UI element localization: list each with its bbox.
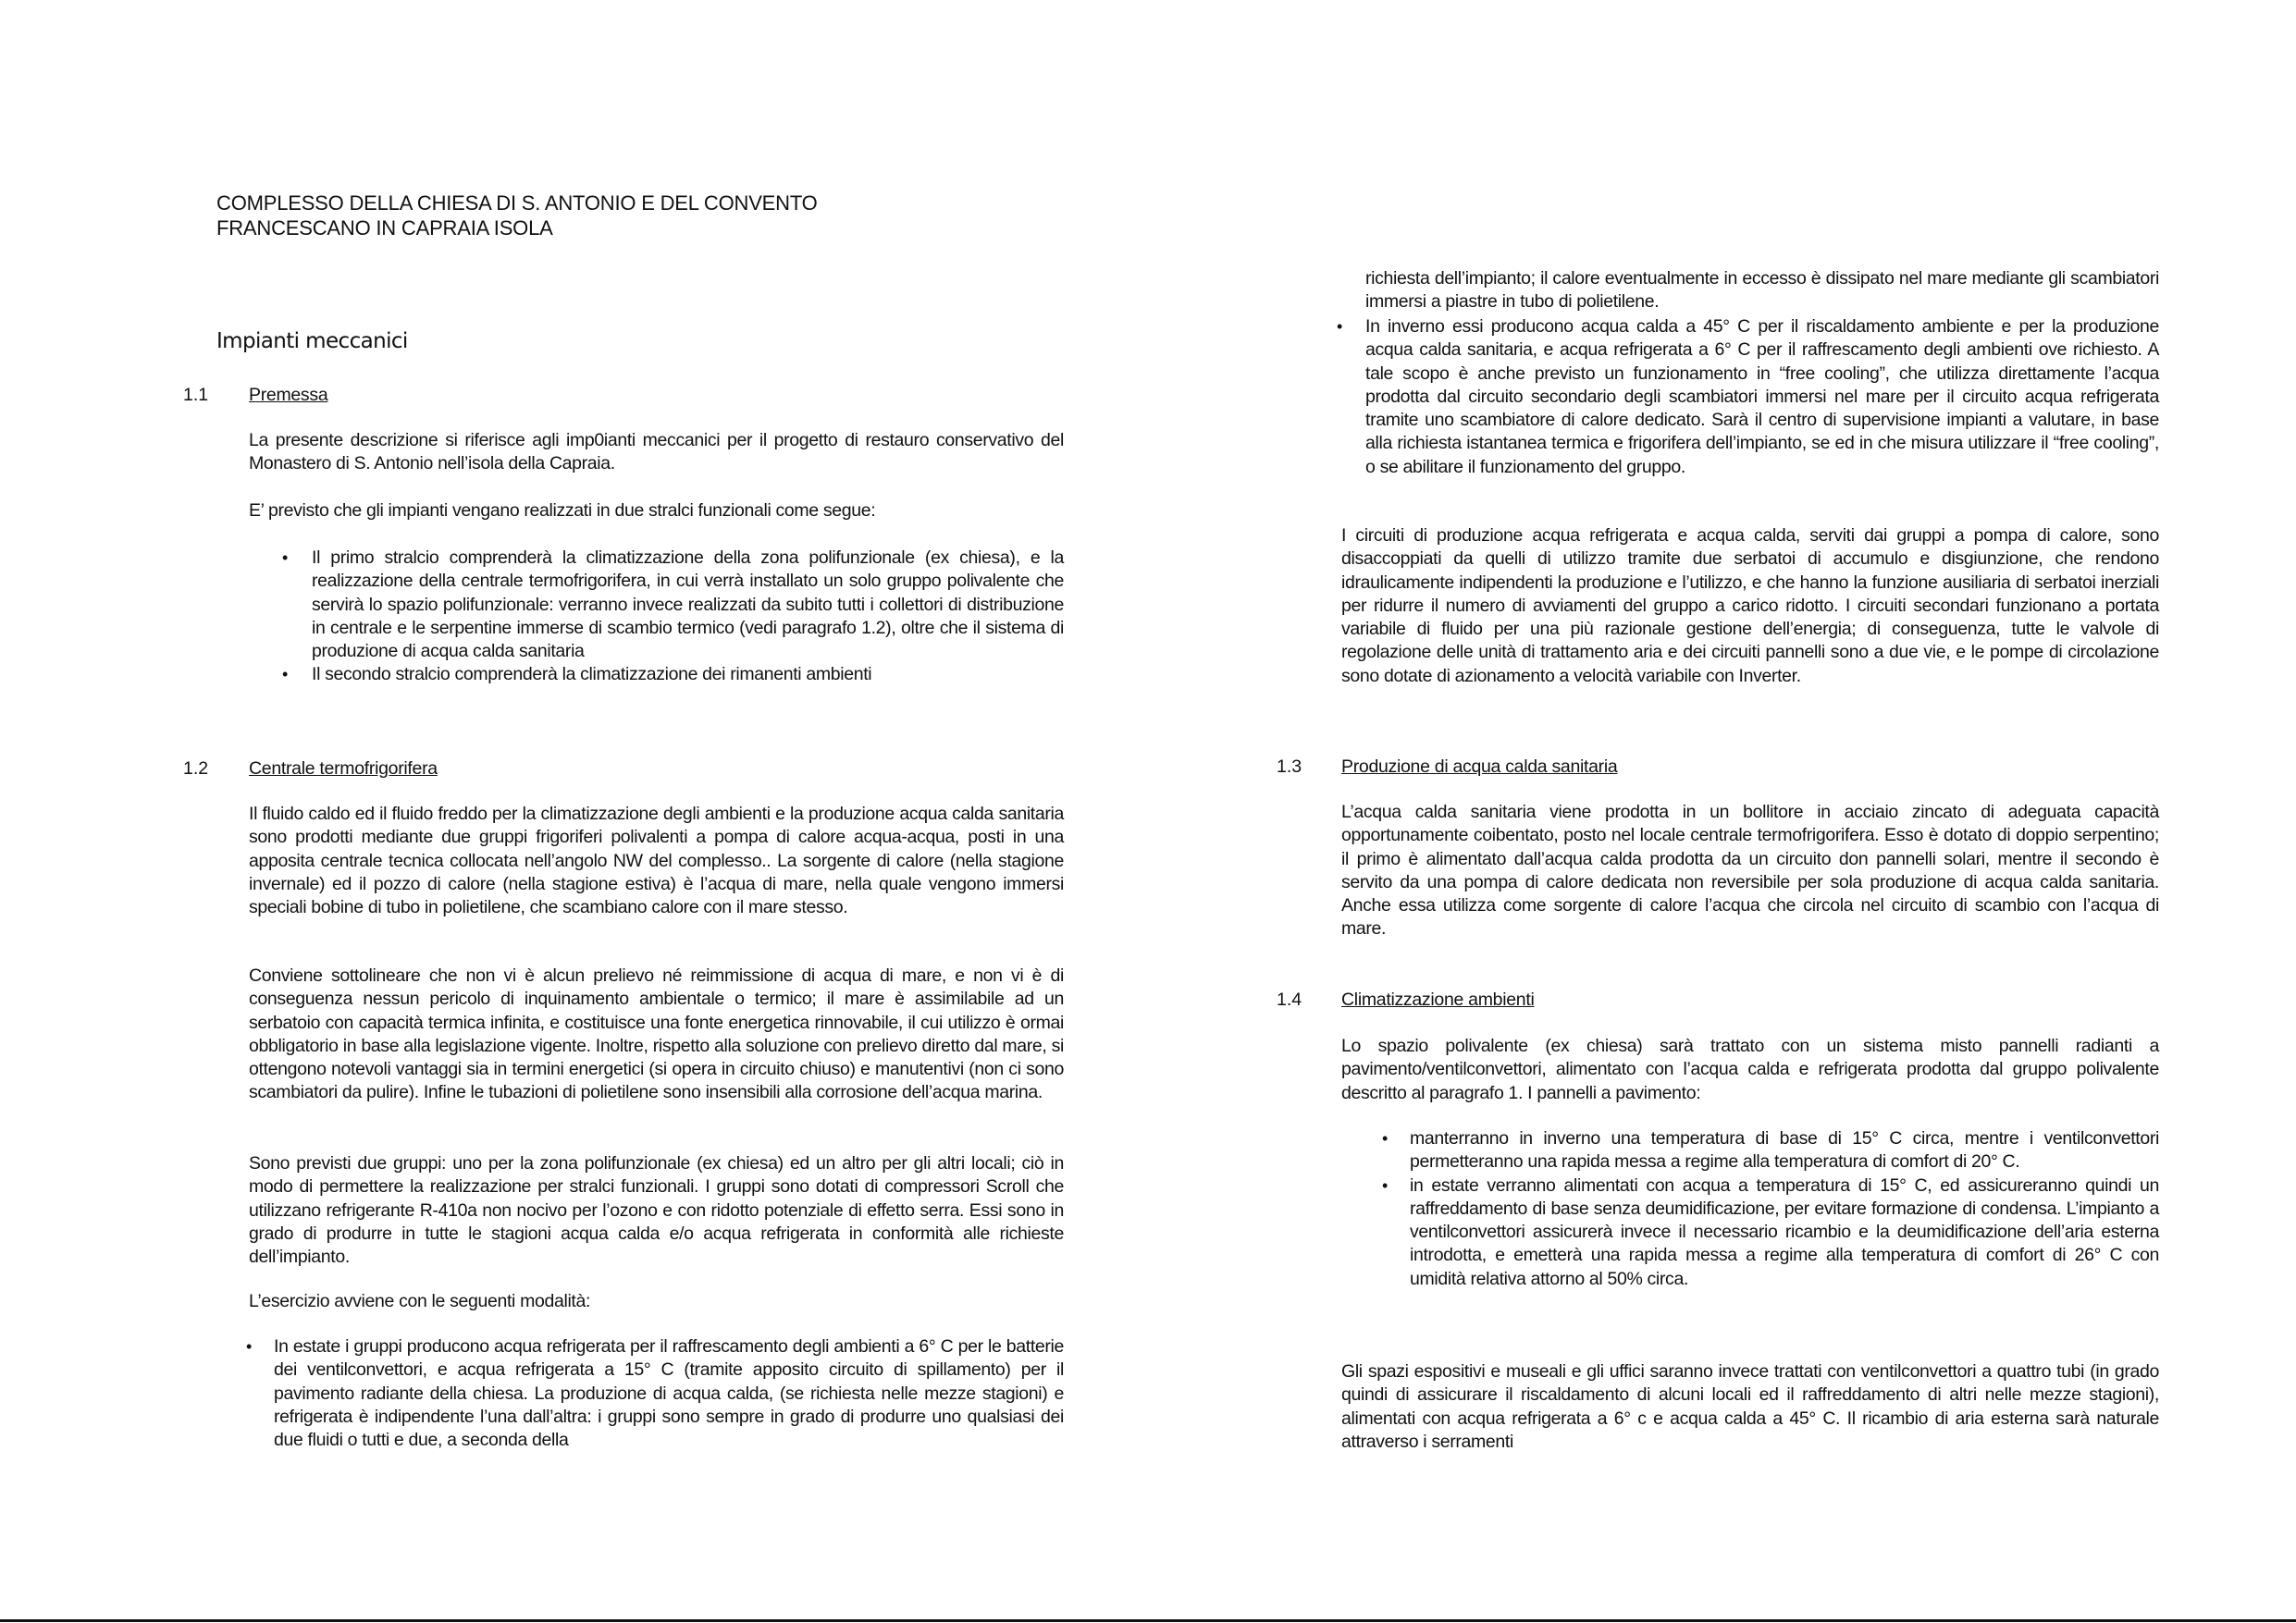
list-item-text: in estate verranno alimentati con acqua a temperatura di 15° C, ed assicureranno quindi un raffreddamento di base senza deumidificazione, per evitare formazione di condensa. L’impianto a ventilconvettori assicurerà invece il necessario ricambio e la deumidificazione dell’aria esterna introdotta, e emetterà una rapida messa a regime alla temperatura di comfort di 26° C con umidità relativa attorno al 50% circa. bbox=[1410, 1174, 2159, 1289]
section-number: 1.2 bbox=[183, 758, 209, 779]
bullet-icon: • bbox=[282, 548, 288, 567]
paragraph: Il fluido caldo ed il fluido freddo per la climatizzazione degli ambienti e la produzione acqua calda sanitaria sono prodotti mediante due gruppi frigoriferi polivalenti a pompa di calore acqua-acqua, posti in una apposita centrale tecnica collocata nell’angolo NW del complesso.. La sorgente di calore (nella stagione invernale) ed il pozzo di calore (nella stagione estiva) è l’acqua di mare, nella quale vengono immersi speciali bobine di tubo in polietilene, che scambiano calore con il mare stesso. bbox=[249, 804, 1064, 918]
title-line: FRANCESCANO IN CAPRAIA ISOLA bbox=[216, 216, 553, 240]
bullet-list bbox=[1382, 1127, 2159, 1291]
section-title: Centrale termofrigorifera bbox=[249, 758, 438, 779]
section-title: Produzione di acqua calda sanitaria bbox=[1341, 756, 1618, 777]
paragraph: Sono previsti due gruppi: uno per la zona polifunzionale (ex chiesa) ed un altro per gli altri locali; ciò in modo di permettere la realizzazione per stralci funzionali. I gruppi sono dotati di compressori Scroll che utilizzano refrigerante R-410a non nocivo per l’ozono e con ridotto potenziale di effetto serra. Essi sono in grado di produrre in tutte le stagioni acqua calda e/o acqua refrigerata in conformità alle richieste dell’impianto. bbox=[249, 1153, 1064, 1268]
list-item bbox=[282, 663, 1064, 686]
section-title: Climatizzazione ambienti bbox=[1341, 990, 1535, 1010]
bullet-icon: • bbox=[246, 1337, 252, 1356]
list-item-continuation: richiesta dell’impianto; il calore eventualmente in eccesso è dissipato nel mare mediante gli scambiatori immersi a piastre in tubo di polietilene. bbox=[1365, 268, 2159, 313]
document-title bbox=[216, 191, 818, 240]
main-heading: Impianti meccanici bbox=[216, 329, 408, 353]
list-item-text: In inverno essi producono acqua calda a 45° C per il riscaldamento ambiente e per la produzione acqua calda sanitaria, e acqua refrigerata a 6° C per il raffrescamento degli ambienti ove richiesto. A tale scopo è anche previsto un funzionamento in “free cooling”, che utilizza direttamente l’acqua prodotta dal circuito secondario degli scambiatori immersi nel mare per il circuito acqua refrigerata tramite uno scambiatore di calore dedicato. Sarà il centro di supervisione impianti a valutare, in base alla richiesta istantanea termica e frigorifera dell’impianto, se ed in che misura utilizzare il “free cooling”, o se abilitare il funzionamento del gruppo. bbox=[1365, 316, 2159, 477]
section-title: Premessa bbox=[249, 385, 328, 405]
paragraph: Gli spazi espositivi e museali e gli uffici saranno invece trattati con ventilconvettori a quattro tubi (in grado quindi di assicurare il riscaldamento di alcuni locali ed il raffreddamento di altri nelle mezze stagioni), alimentati con acqua refrigerata a 6° c e acqua calda a 45° C. Il ricambio di aria esterna sarà naturale attraverso i serramenti bbox=[1341, 1361, 2159, 1452]
list-item bbox=[246, 1335, 1064, 1452]
list-item-text: Il secondo stralcio comprenderà la climatizzazione dei rimanenti ambienti bbox=[312, 664, 872, 685]
paragraph: I circuiti di produzione acqua refrigerata e acqua calda, serviti dai gruppi a pompa di calore, sono disaccoppiati da quelli di utilizzo tramite due serbatoi di accumulo e disgiunzione, che rendono idraulicamente indipendenti la produzione e l’utilizzo, e che hanno la funzione ausiliaria di serbatoi inerziali per ridurre il numero di avviamenti del gruppo a carico ridotto. I circuiti secondari funzionano a portata variabile di fluido per una più razionale gestione dell’energia; di conseguenza, tutte le valvole di regolazione delle unità di trattamento aria e dei circuiti pannelli sono a due vie, e le pompe di circolazione sono dotate di azionamento a velocità variabile con Inverter. bbox=[1341, 525, 2159, 686]
title-line: COMPLESSO DELLA CHIESA DI S. ANTONIO E DEL CONVENTO bbox=[216, 191, 818, 215]
list-item-text: In estate i gruppi producono acqua refrigerata per il raffrescamento degli ambienti a 6° C per le batterie dei ventilconvettori, e acqua refrigerata a 15° C (tramite apposito circuito di spillamento) per il pavimento radiante della chiesa. La produzione di acqua calda, (se richiesta nelle mezze stagioni) e refrigerata è indipendente l’una dall’altra: i gruppi sono sempre in grado di produrre uno qualsiasi dei due fluidi o tutti e due, a seconda della bbox=[274, 1336, 1064, 1451]
bullet-icon: • bbox=[282, 665, 288, 684]
paragraph: La presente descrizione si riferisce agli imp0ianti meccanici per il progetto di restauro conservativo del Monastero di S. Antonio nell’isola della Capraia. bbox=[249, 430, 1064, 474]
paragraph: E’ previsto che gli impianti vengano realizzati in due stralci funzionali come segue: bbox=[249, 500, 876, 521]
section-number: 1.3 bbox=[1277, 756, 1302, 777]
paragraph: L’esercizio avviene con le seguenti modalità: bbox=[249, 1291, 591, 1311]
bullet-icon: • bbox=[1382, 1175, 1388, 1195]
list-item-text: manterranno in inverno una temperatura di base di 15° C circa, mentre i ventilconvettori permetteranno una rapida messa a regime alla temperatura di comfort di 20° C. bbox=[1410, 1128, 2159, 1173]
bullet-list bbox=[1337, 315, 2159, 479]
page-bottom-border bbox=[0, 1619, 2296, 1622]
list-item-text: Il primo stralcio comprenderà la climatizzazione della zona polifunzionale (ex chiesa), e la realizzazione della centrale termofrigorifera, in cui verrà installato un solo gruppo polivalente che servirà lo spazio polifunzionale: verranno invece realizzati da subito tutti i collettori di distribuzione in centrale e le serpentine immerse di scambio termico (vedi paragrafo 1.2), oltre che il sistema di produzione di acqua calda sanitaria bbox=[312, 547, 1064, 662]
list-item bbox=[282, 547, 1064, 663]
list-item bbox=[1382, 1174, 2159, 1291]
paragraph: L’acqua calda sanitaria viene prodotta in un bollitore in acciaio zincato di adeguata capacità opportunamente coibentato, posto nel locale centrale termofrigorifera. Esso è dotato di doppio serpentino; il primo è alimentato dall’acqua calda prodotta da un circuito don pannelli solari, mentre il secondo è servito da una pompa di calore dedicata non reversibile per sola produzione di acqua calda sanitaria. Anche essa utilizza come sorgente di calore l’acqua che circola nel circuito di scambio con l’acqua di mare. bbox=[1341, 802, 2159, 940]
bullet-icon: • bbox=[1337, 317, 1342, 336]
bullet-icon: • bbox=[1382, 1129, 1388, 1148]
list-item bbox=[1382, 1127, 2159, 1174]
list-item bbox=[1337, 315, 2159, 479]
bullet-list bbox=[246, 1335, 1064, 1452]
section-number: 1.4 bbox=[1277, 990, 1302, 1010]
bullet-list bbox=[282, 547, 1064, 687]
section-number: 1.1 bbox=[183, 385, 209, 405]
paragraph: Lo spazio polivalente (ex chiesa) sarà trattato con un sistema misto pannelli radianti a pavimento/ventilconvettori, alimentato con l’acqua calda e refrigerata prodotta dal gruppo polivalente descritto al paragrafo 1. I pannelli a pavimento: bbox=[1341, 1036, 2159, 1103]
paragraph: Conviene sottolineare che non vi è alcun prelievo né reimmissione di acqua di mare, e non vi è di conseguenza nessun pericolo di inquinamento ambientale o termico; il mare è assimilabile ad un serbatoio con capacità termica infinita, e costituisce una fonte energetica rinnovabile, il cui utilizzo è ormai obbligatorio in base alla legislazione vigente. Inoltre, rispetto alla soluzione con prelievo diretto dal mare, si ottengono notevoli vantaggi sia in termini energetici (si opera in circuito chiuso) e manutentivi (non ci sono scambiatori da pulire). Infine le tubazioni di polietilene sono insensibili alla corrosione dell’acqua marina. bbox=[249, 965, 1064, 1103]
